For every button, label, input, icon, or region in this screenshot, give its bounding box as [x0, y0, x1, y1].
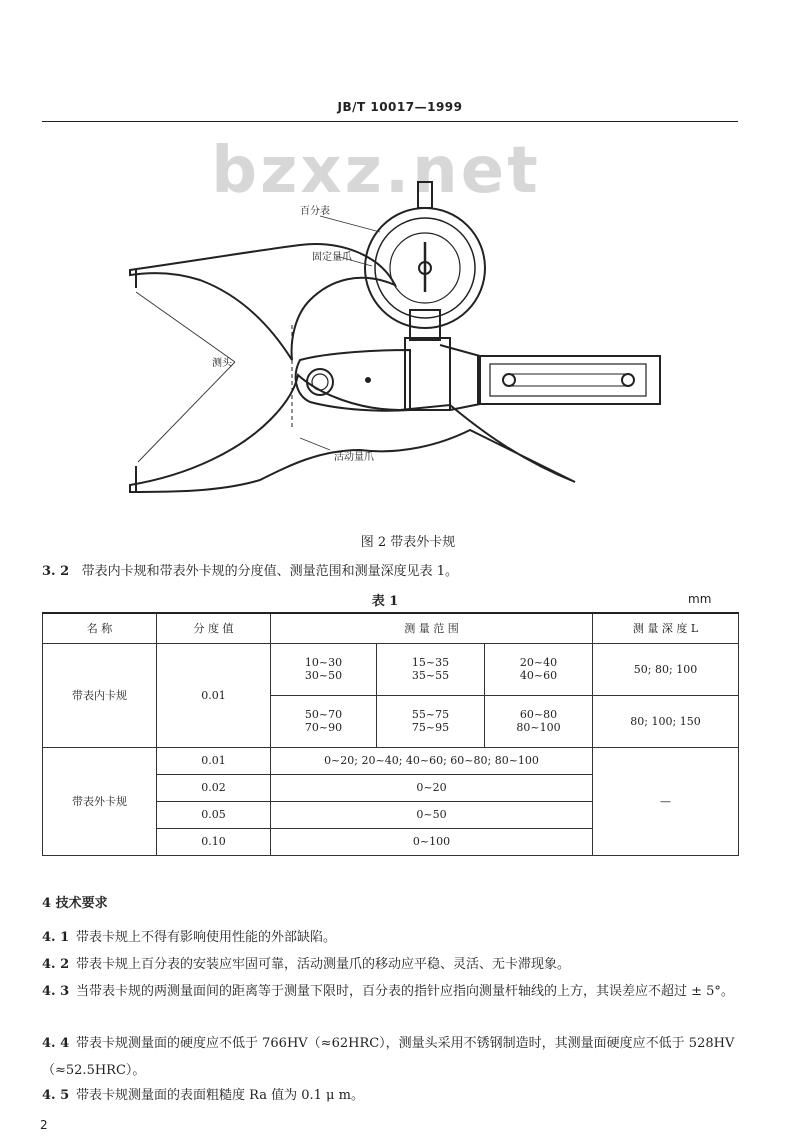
- range-cell: 60~80: [519, 708, 558, 721]
- table-title: 表 1: [371, 594, 399, 609]
- outer-range: 0~100: [271, 828, 593, 855]
- outer-range: 0~50: [271, 801, 593, 828]
- clause-text: 当带表卡规的两测量面间的距离等于测量下限时，百分表的指针应指向测量杆轴线的上方，其误差应不超过 ± 5°。: [76, 984, 734, 999]
- header-range: 测 量 范 围: [271, 613, 593, 643]
- standard-header: JB/T 10017—1999: [337, 100, 463, 114]
- header-name: 名 称: [43, 613, 157, 643]
- inner-division: 0.01: [157, 643, 271, 747]
- outer-depth: —: [593, 747, 739, 855]
- clause-number: 4. 1: [42, 930, 70, 945]
- section-3-2-number: 3. 2: [42, 564, 70, 579]
- header-division: 分 度 值: [157, 613, 271, 643]
- clause-4-5: [42, 1082, 738, 1109]
- range-cell: 75~95: [411, 721, 450, 734]
- caliper-figure: [0, 120, 800, 520]
- inner-name: 带表内卡规: [43, 643, 157, 747]
- watermark: bzxz.net: [211, 134, 541, 208]
- page-number: 2: [40, 1118, 48, 1132]
- range-cell: 55~75: [411, 708, 450, 721]
- clause-4-4: [42, 1030, 738, 1084]
- clause-text: 带表卡规上百分表的安装应牢固可靠，活动测量爪的移动应平稳、灵活、无卡滞现象。: [76, 957, 571, 972]
- inner-depth-2: 80; 100; 150: [593, 695, 739, 747]
- range-cell: 20~40: [519, 656, 558, 669]
- spec-table: [42, 612, 739, 856]
- outer-name: 带表外卡规: [43, 747, 157, 855]
- range-cell: 50~70: [304, 708, 343, 721]
- clause-4-1: [42, 924, 738, 951]
- table-cell: [485, 695, 593, 747]
- figure-caption: 图 2 带表外卡规: [360, 535, 456, 550]
- table-unit: mm: [688, 592, 712, 606]
- section-3-2: [42, 560, 458, 579]
- table-cell: [377, 643, 485, 695]
- outer-division: 0.01: [157, 747, 271, 774]
- range-cell: 10~30: [304, 656, 343, 669]
- clause-number: 4. 4: [42, 1036, 70, 1051]
- inner-depth-1: 50; 80; 100: [593, 643, 739, 695]
- outer-division: 0.10: [157, 828, 271, 855]
- outer-division: 0.05: [157, 801, 271, 828]
- outer-range: 0~20; 20~40; 40~60; 60~80; 80~100: [271, 747, 593, 774]
- clause-number: 4. 2: [42, 957, 70, 972]
- table-cell: [377, 695, 485, 747]
- range-cell: 35~55: [411, 669, 450, 682]
- arm-plate: [296, 350, 410, 411]
- clause-4-3: [42, 978, 738, 1005]
- clause-4-2: [42, 951, 738, 978]
- clause-text: 带表卡规测量面的硬度应不低于 766HV（≈62HRC），测量头采用不锈钢制造时，其测量面硬度应不低于 528HV（≈52.5HRC）。: [42, 1036, 735, 1078]
- range-cell: 70~90: [304, 721, 343, 734]
- label-probe: 测头: [212, 358, 232, 369]
- clause-text: 带表卡规上不得有影响使用性能的外部缺陷。: [76, 930, 337, 945]
- range-cell: 80~100: [516, 721, 561, 734]
- label-dial-gauge: 百分表: [300, 206, 330, 217]
- moving-jaw-outline: [130, 375, 575, 492]
- table-cell: [485, 643, 593, 695]
- header-depth: 测 量 深 度 L: [593, 613, 739, 643]
- range-cell: 30~50: [304, 669, 343, 682]
- section-3-2-text: 带表内卡规和带表外卡规的分度值、测量范围和测量深度见表 1。: [81, 564, 458, 579]
- label-fixed-jaw: 固定量爪: [312, 252, 352, 263]
- table-cell: [271, 695, 377, 747]
- outer-range: 0~20: [271, 774, 593, 801]
- clause-number: 4. 3: [42, 984, 70, 999]
- section-4-title: 4 技术要求: [42, 896, 108, 911]
- clause-number: 4. 5: [42, 1088, 70, 1103]
- range-cell: 40~60: [519, 669, 558, 682]
- range-cell: 15~35: [411, 656, 450, 669]
- table-cell: [271, 643, 377, 695]
- label-moving-jaw: 活动量爪: [334, 452, 374, 463]
- clause-text: 带表卡规测量面的表面粗糙度 Ra 值为 0.1 μ m。: [76, 1088, 364, 1103]
- outer-division: 0.02: [157, 774, 271, 801]
